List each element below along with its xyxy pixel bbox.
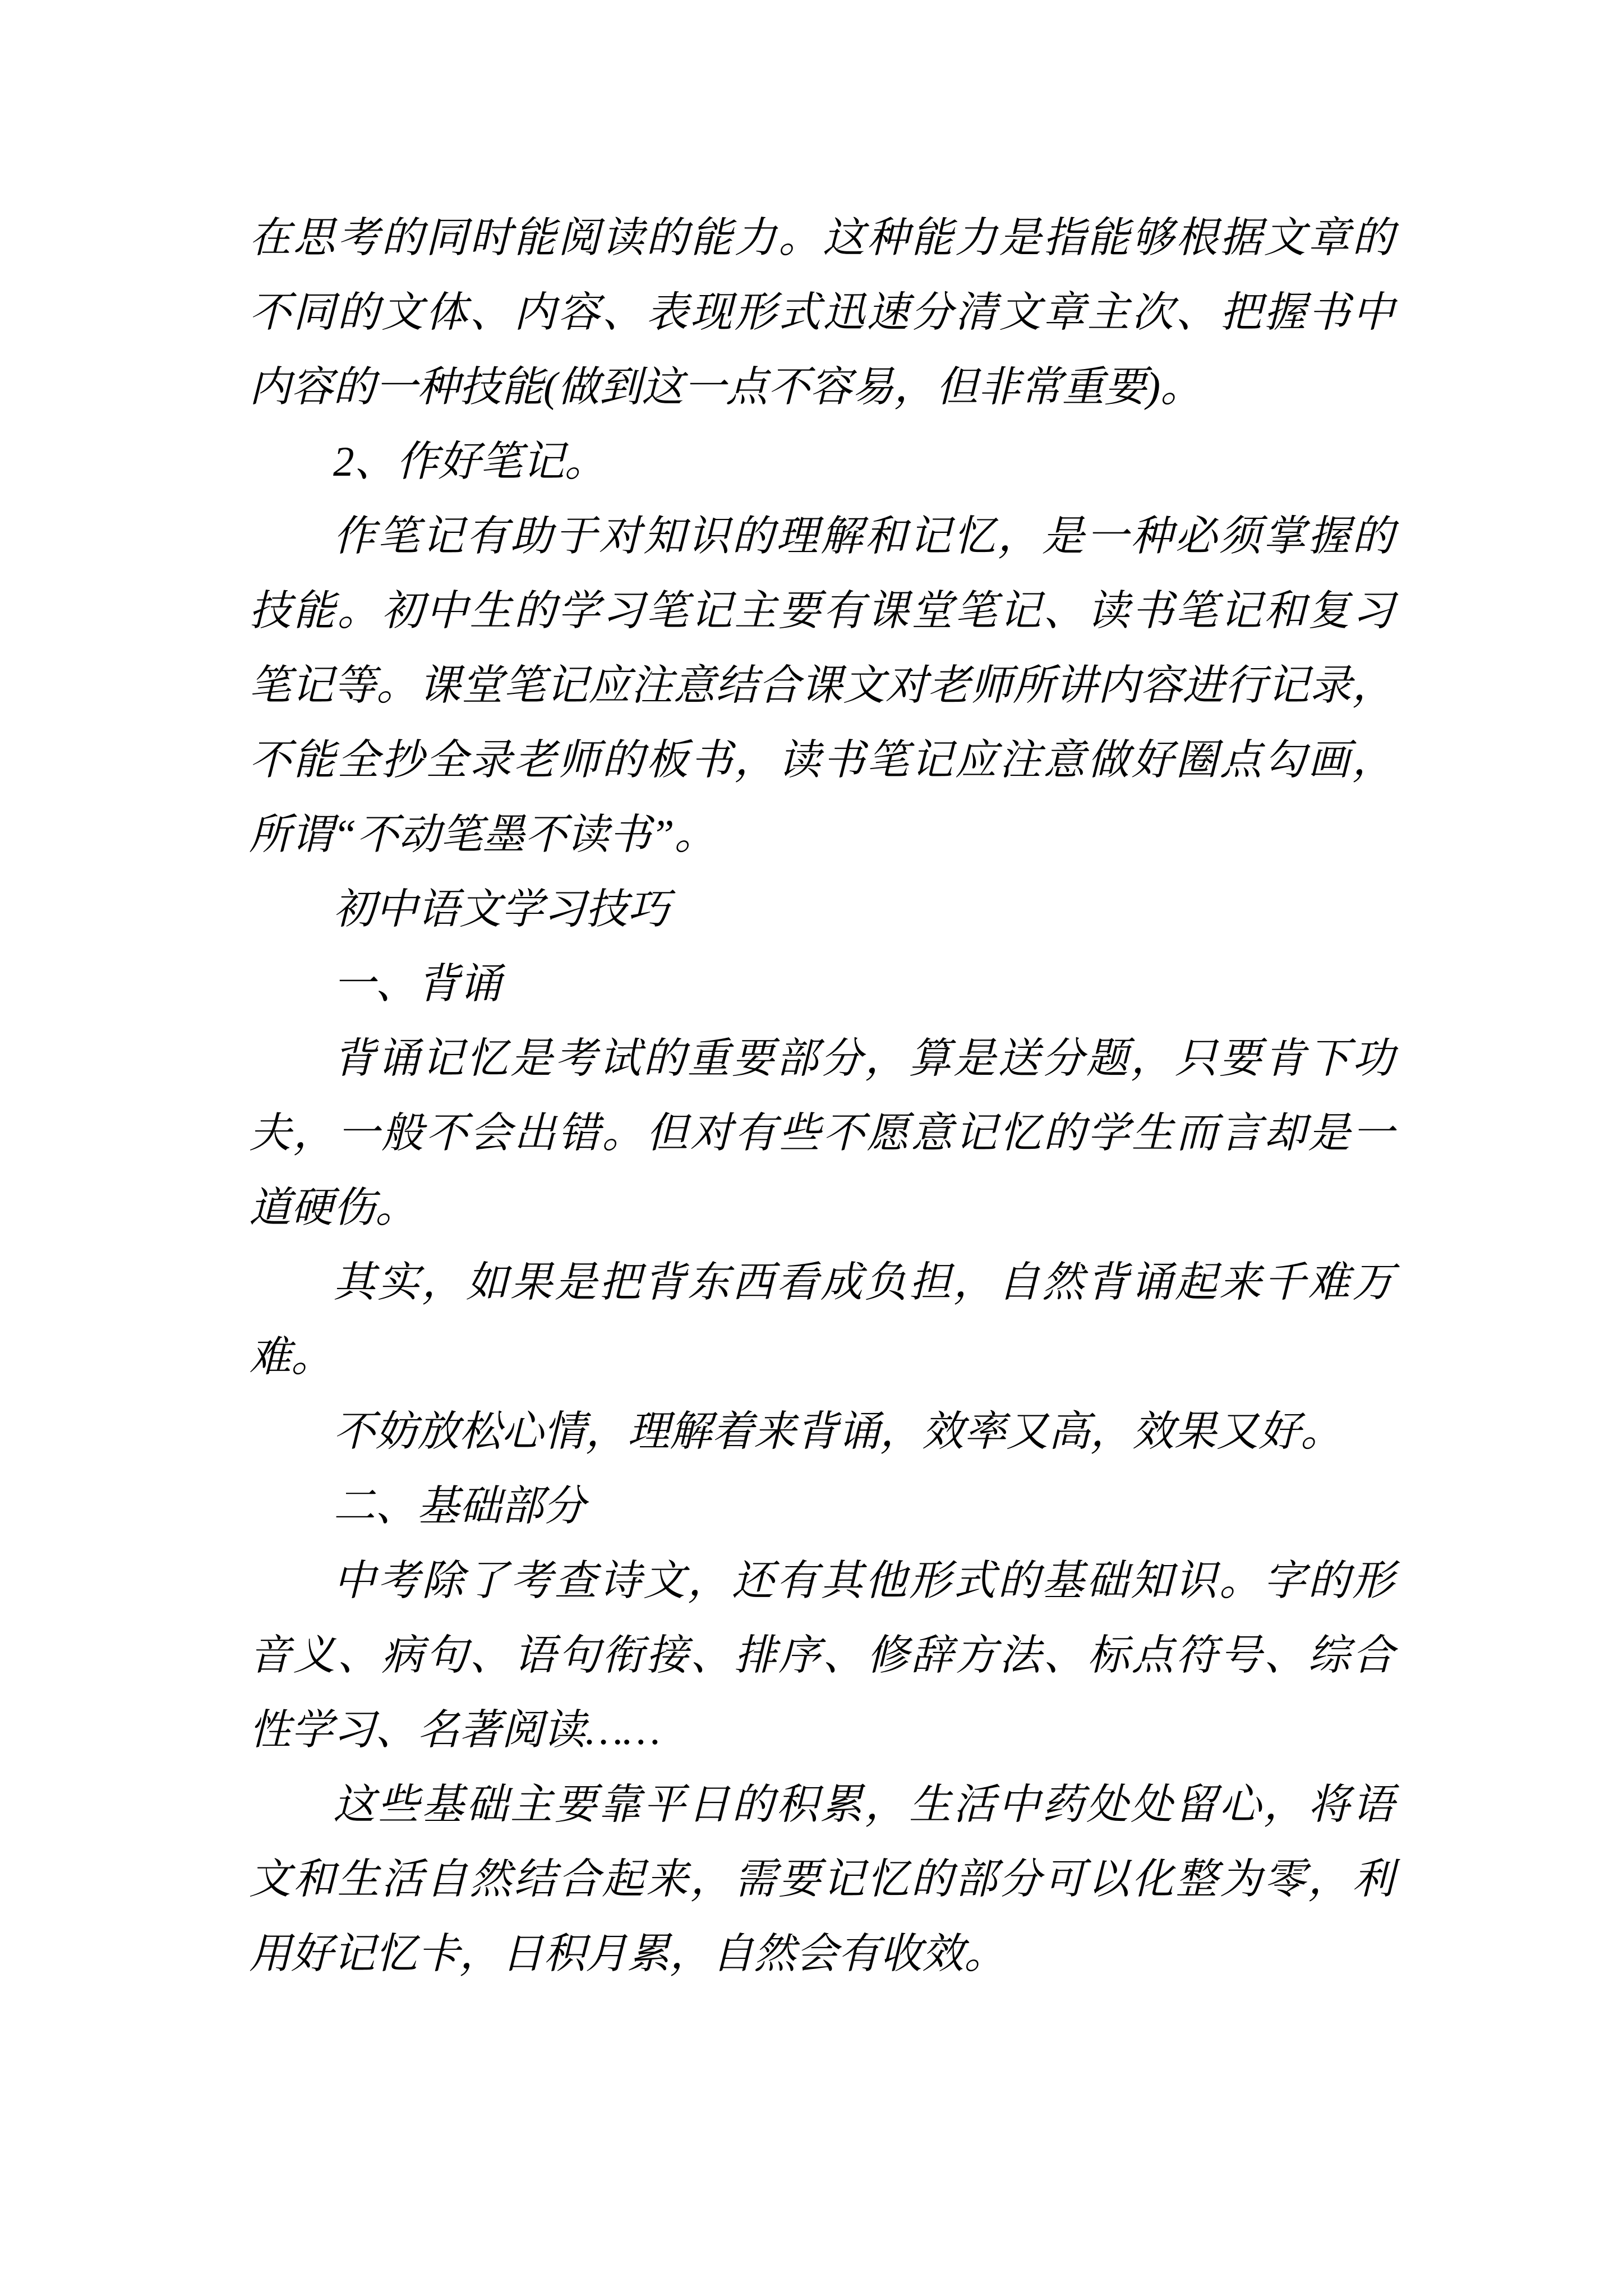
paragraph <box>249 1544 1394 1768</box>
paragraph <box>249 1469 1394 1544</box>
text-line: 作笔记有助于对知识的理解和记忆，是一种必须掌握的 <box>333 513 1394 560</box>
paragraph <box>249 1245 1394 1395</box>
text-line: 夫，一般不会出错。但对有些不愿意记忆的学生而言却是一 <box>249 1110 1394 1157</box>
text-line: 不妨放松心情，理解着来背诵，效率又高，效果又好。 <box>333 1409 1343 1455</box>
text-line: 用好记忆卡，日积月累，自然会有收效。 <box>249 1931 1007 1977</box>
text-line: 2、作好笔记。 <box>333 439 607 485</box>
text-line: 其实，如果是把背东西看成负担，自然背诵起来千难万 <box>333 1259 1394 1306</box>
text-line: 在思考的同时能阅读的能力。这种能力是指能够根据文章的 <box>249 215 1394 261</box>
text-line: 音义、病句、语句衔接、排序、修辞方法、标点符号、综合 <box>249 1632 1394 1679</box>
document-text <box>249 201 1394 1991</box>
text-line: 性学习、名著阅读…… <box>249 1707 661 1754</box>
text-line: 内容的一种技能(做到这一点不容易，但非常重要)。 <box>249 364 1202 411</box>
text-line: 背诵记忆是考试的重要部分，算是送分题，只要肯下功 <box>333 1036 1394 1082</box>
text-line: 不能全抄全录老师的板书，读书笔记应注意做好圈点勾画， <box>249 737 1394 784</box>
text-line: 这些基础主要靠平日的积累，生活中药处处留心，将语 <box>333 1782 1394 1828</box>
paragraph <box>249 1395 1394 1469</box>
paragraph <box>249 1022 1394 1245</box>
text-line: 技能。初中生的学习笔记主要有课堂笔记、读书笔记和复习 <box>249 588 1394 634</box>
text-line: 不同的文体、内容、表现形式迅速分清文章主次、把握书中 <box>249 289 1394 336</box>
text-line: 中考除了考查诗文，还有其他形式的基础知识。字的形 <box>333 1558 1394 1604</box>
text-line: 文和生活自然结合起来，需要记忆的部分可以化整为零，利 <box>249 1856 1394 1903</box>
text-line: 道硬伤。 <box>249 1185 418 1231</box>
text-line: 所谓“不动笔墨不读书”。 <box>249 812 717 858</box>
paragraph <box>249 872 1394 947</box>
paragraph <box>249 1768 1394 1991</box>
text-line: 一、背诵 <box>333 961 502 1007</box>
text-line: 二、基础部分 <box>333 1483 586 1530</box>
paragraph <box>249 947 1394 1022</box>
text-line: 初中语文学习技巧 <box>333 886 670 933</box>
text-line: 笔记等。课堂笔记应注意结合课文对老师所讲内容进行记录， <box>249 662 1394 709</box>
text-line: 难。 <box>249 1334 334 1381</box>
paragraph <box>249 425 1394 499</box>
paragraph <box>249 499 1394 872</box>
paragraph <box>249 201 1394 425</box>
